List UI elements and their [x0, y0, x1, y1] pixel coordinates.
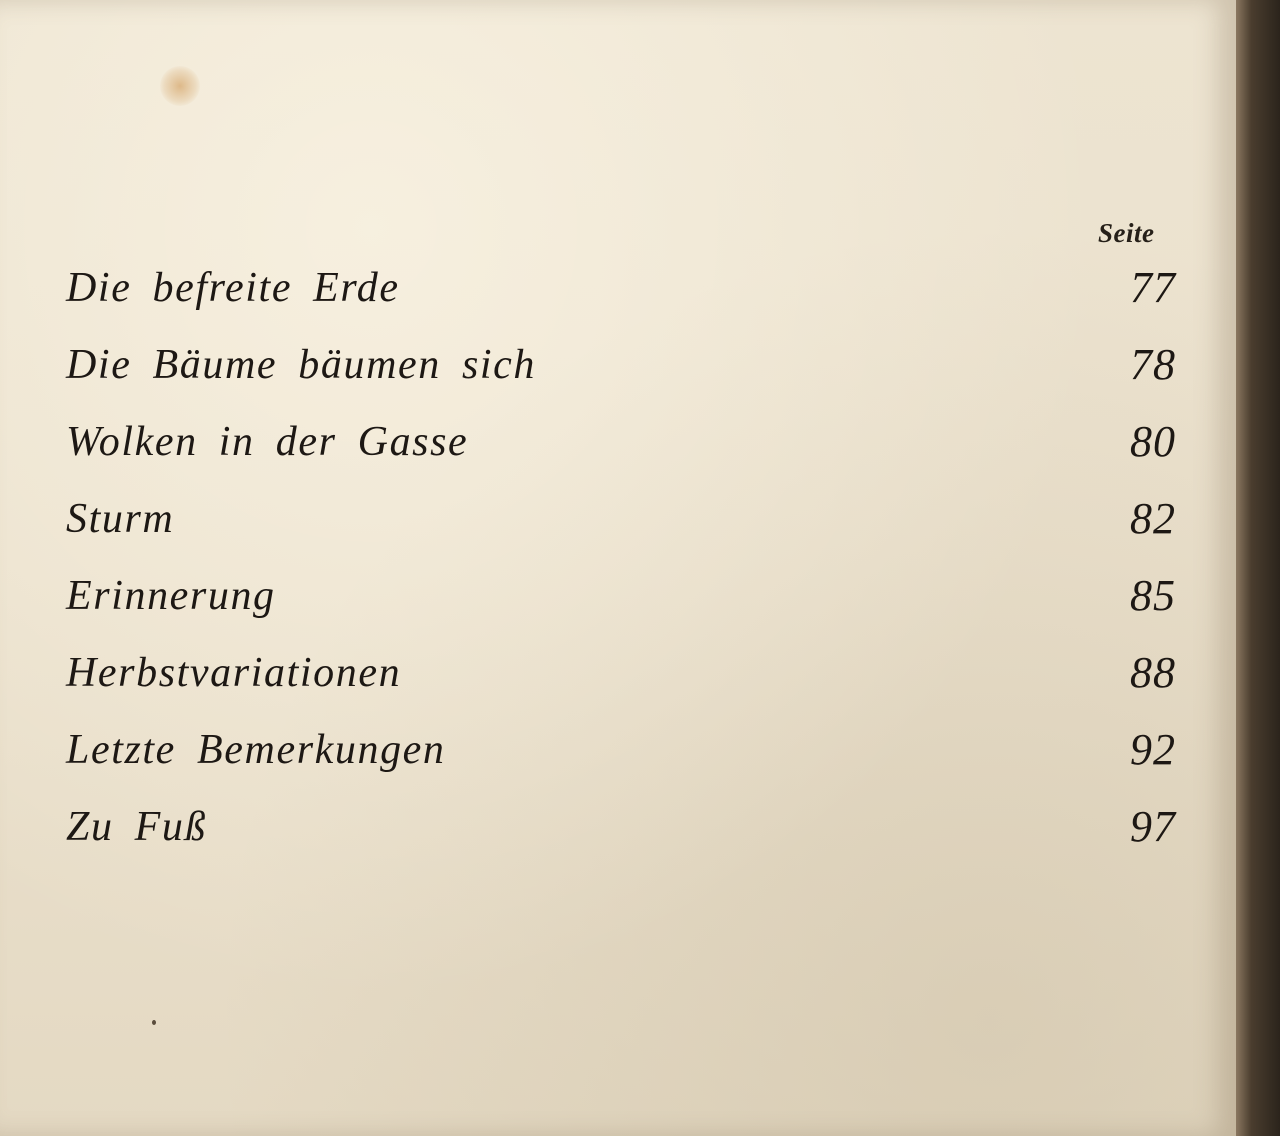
toc-entry: [66, 333, 1186, 410]
toc-entry: [66, 795, 1186, 872]
toc-entry-page: 85: [1130, 571, 1176, 620]
book-page-edge: [1236, 0, 1280, 1136]
toc-entry-page: 97: [1130, 802, 1176, 851]
page-column-header: Seite: [1098, 218, 1155, 248]
toc-entry-page: 82: [1130, 494, 1176, 543]
toc-entry-title: Erinnerung: [66, 573, 276, 619]
toc-entry: [66, 564, 1186, 641]
toc-entry-page: 78: [1130, 340, 1176, 389]
toc-entry-title: Sturm: [66, 496, 175, 542]
toc-entry-page: 80: [1130, 417, 1176, 466]
toc-entry-title: Die Bäume bäumen sich: [66, 342, 536, 388]
toc-entry-title: Herbstvariationen: [66, 650, 402, 696]
toc-entry-title: Letzte Bemerkungen: [66, 727, 446, 773]
page-speck: [152, 1020, 156, 1025]
toc-entry-page: 92: [1130, 725, 1176, 774]
toc-entry-title: Wolken in der Gasse: [66, 419, 469, 465]
table-of-contents: [66, 256, 1186, 872]
toc-entry: [66, 256, 1186, 333]
page-stain: [160, 66, 200, 106]
toc-entry-title: Die befreite Erde: [66, 265, 400, 311]
toc-entry-page: 77: [1130, 263, 1176, 312]
toc-entry: [66, 487, 1186, 564]
toc-entry-page: 88: [1130, 648, 1176, 697]
toc-entry: [66, 641, 1186, 718]
toc-entry: [66, 718, 1186, 795]
toc-entry: [66, 410, 1186, 487]
toc-entry-title: Zu Fuß: [66, 804, 208, 850]
